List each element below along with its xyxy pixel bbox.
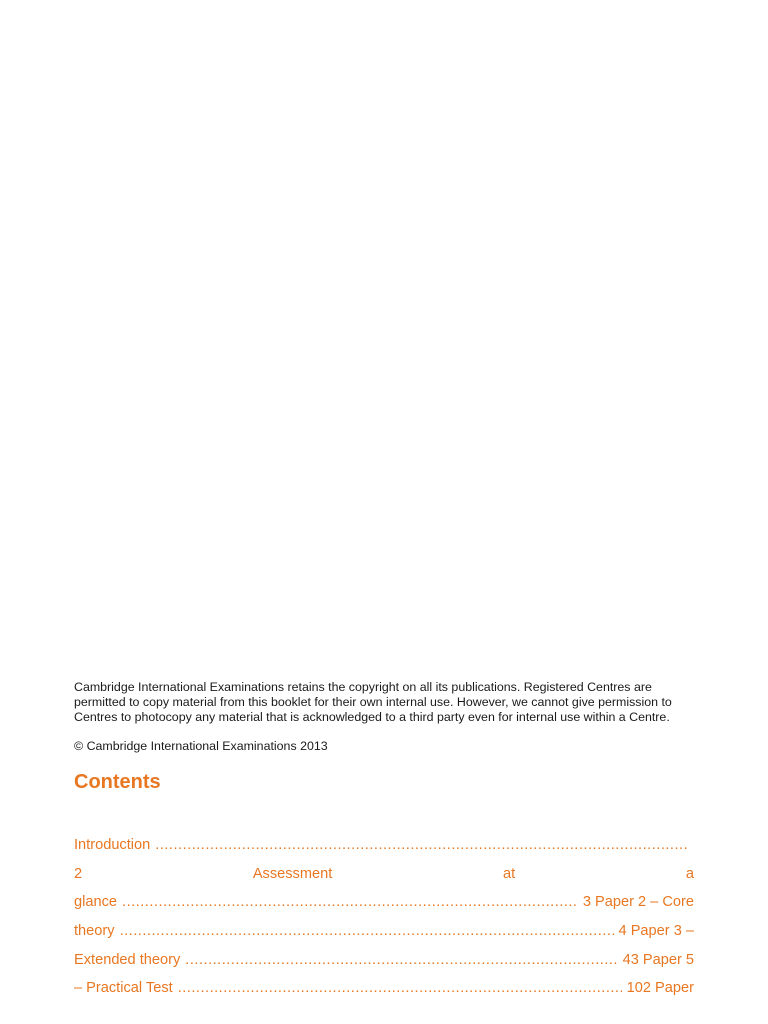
toc-leader-dots bbox=[185, 946, 617, 975]
toc-line-extended-theory[interactable] bbox=[74, 946, 694, 975]
toc-line-practical-test[interactable] bbox=[74, 974, 694, 1003]
toc-entry-continuation: 102 Paper bbox=[626, 980, 694, 997]
toc-leader-dots bbox=[120, 917, 614, 946]
toc-entry-continuation: 43 Paper 5 bbox=[622, 951, 694, 968]
copyright-notice: Cambridge International Examinations retains the copyright on all its publications. Registered Centres are permitted to copy material from this booklet for their own internal use. However, we cannot give permission to Centres to photocopy any material that is acknowledged to a third party even for internal use within a Centre. bbox=[74, 680, 672, 724]
toc-entry-continuation: 4 Paper 3 – bbox=[618, 923, 694, 940]
toc-line-theory[interactable] bbox=[74, 917, 694, 946]
toc-entry-label: theory bbox=[74, 923, 115, 940]
toc-entry-word: a bbox=[685, 865, 694, 882]
toc-leader-dots bbox=[155, 831, 689, 860]
copyright-line: © Cambridge International Examinations 2013 bbox=[74, 739, 328, 753]
toc-leader-dots bbox=[178, 974, 622, 1003]
copyright-block bbox=[74, 680, 694, 754]
toc-entry-label: Introduction bbox=[74, 837, 151, 853]
toc-line-glance[interactable] bbox=[74, 888, 694, 917]
toc-line-assessment[interactable] bbox=[74, 860, 694, 889]
table-of-contents bbox=[74, 831, 694, 1003]
toc-entry-word: Assessment bbox=[252, 865, 333, 882]
toc-entry-label: Extended theory bbox=[74, 951, 181, 968]
toc-leader-dots bbox=[122, 888, 578, 917]
contents-title: Contents bbox=[74, 771, 161, 793]
toc-entry-label: glance bbox=[74, 894, 118, 911]
toc-entry-continuation: 3 Paper 2 – Core bbox=[582, 894, 694, 911]
toc-entry-label: – Practical Test bbox=[74, 980, 173, 997]
toc-line-introduction[interactable] bbox=[74, 831, 694, 860]
toc-entry-word: at bbox=[502, 865, 516, 882]
toc-page-number: 2 bbox=[74, 865, 83, 882]
